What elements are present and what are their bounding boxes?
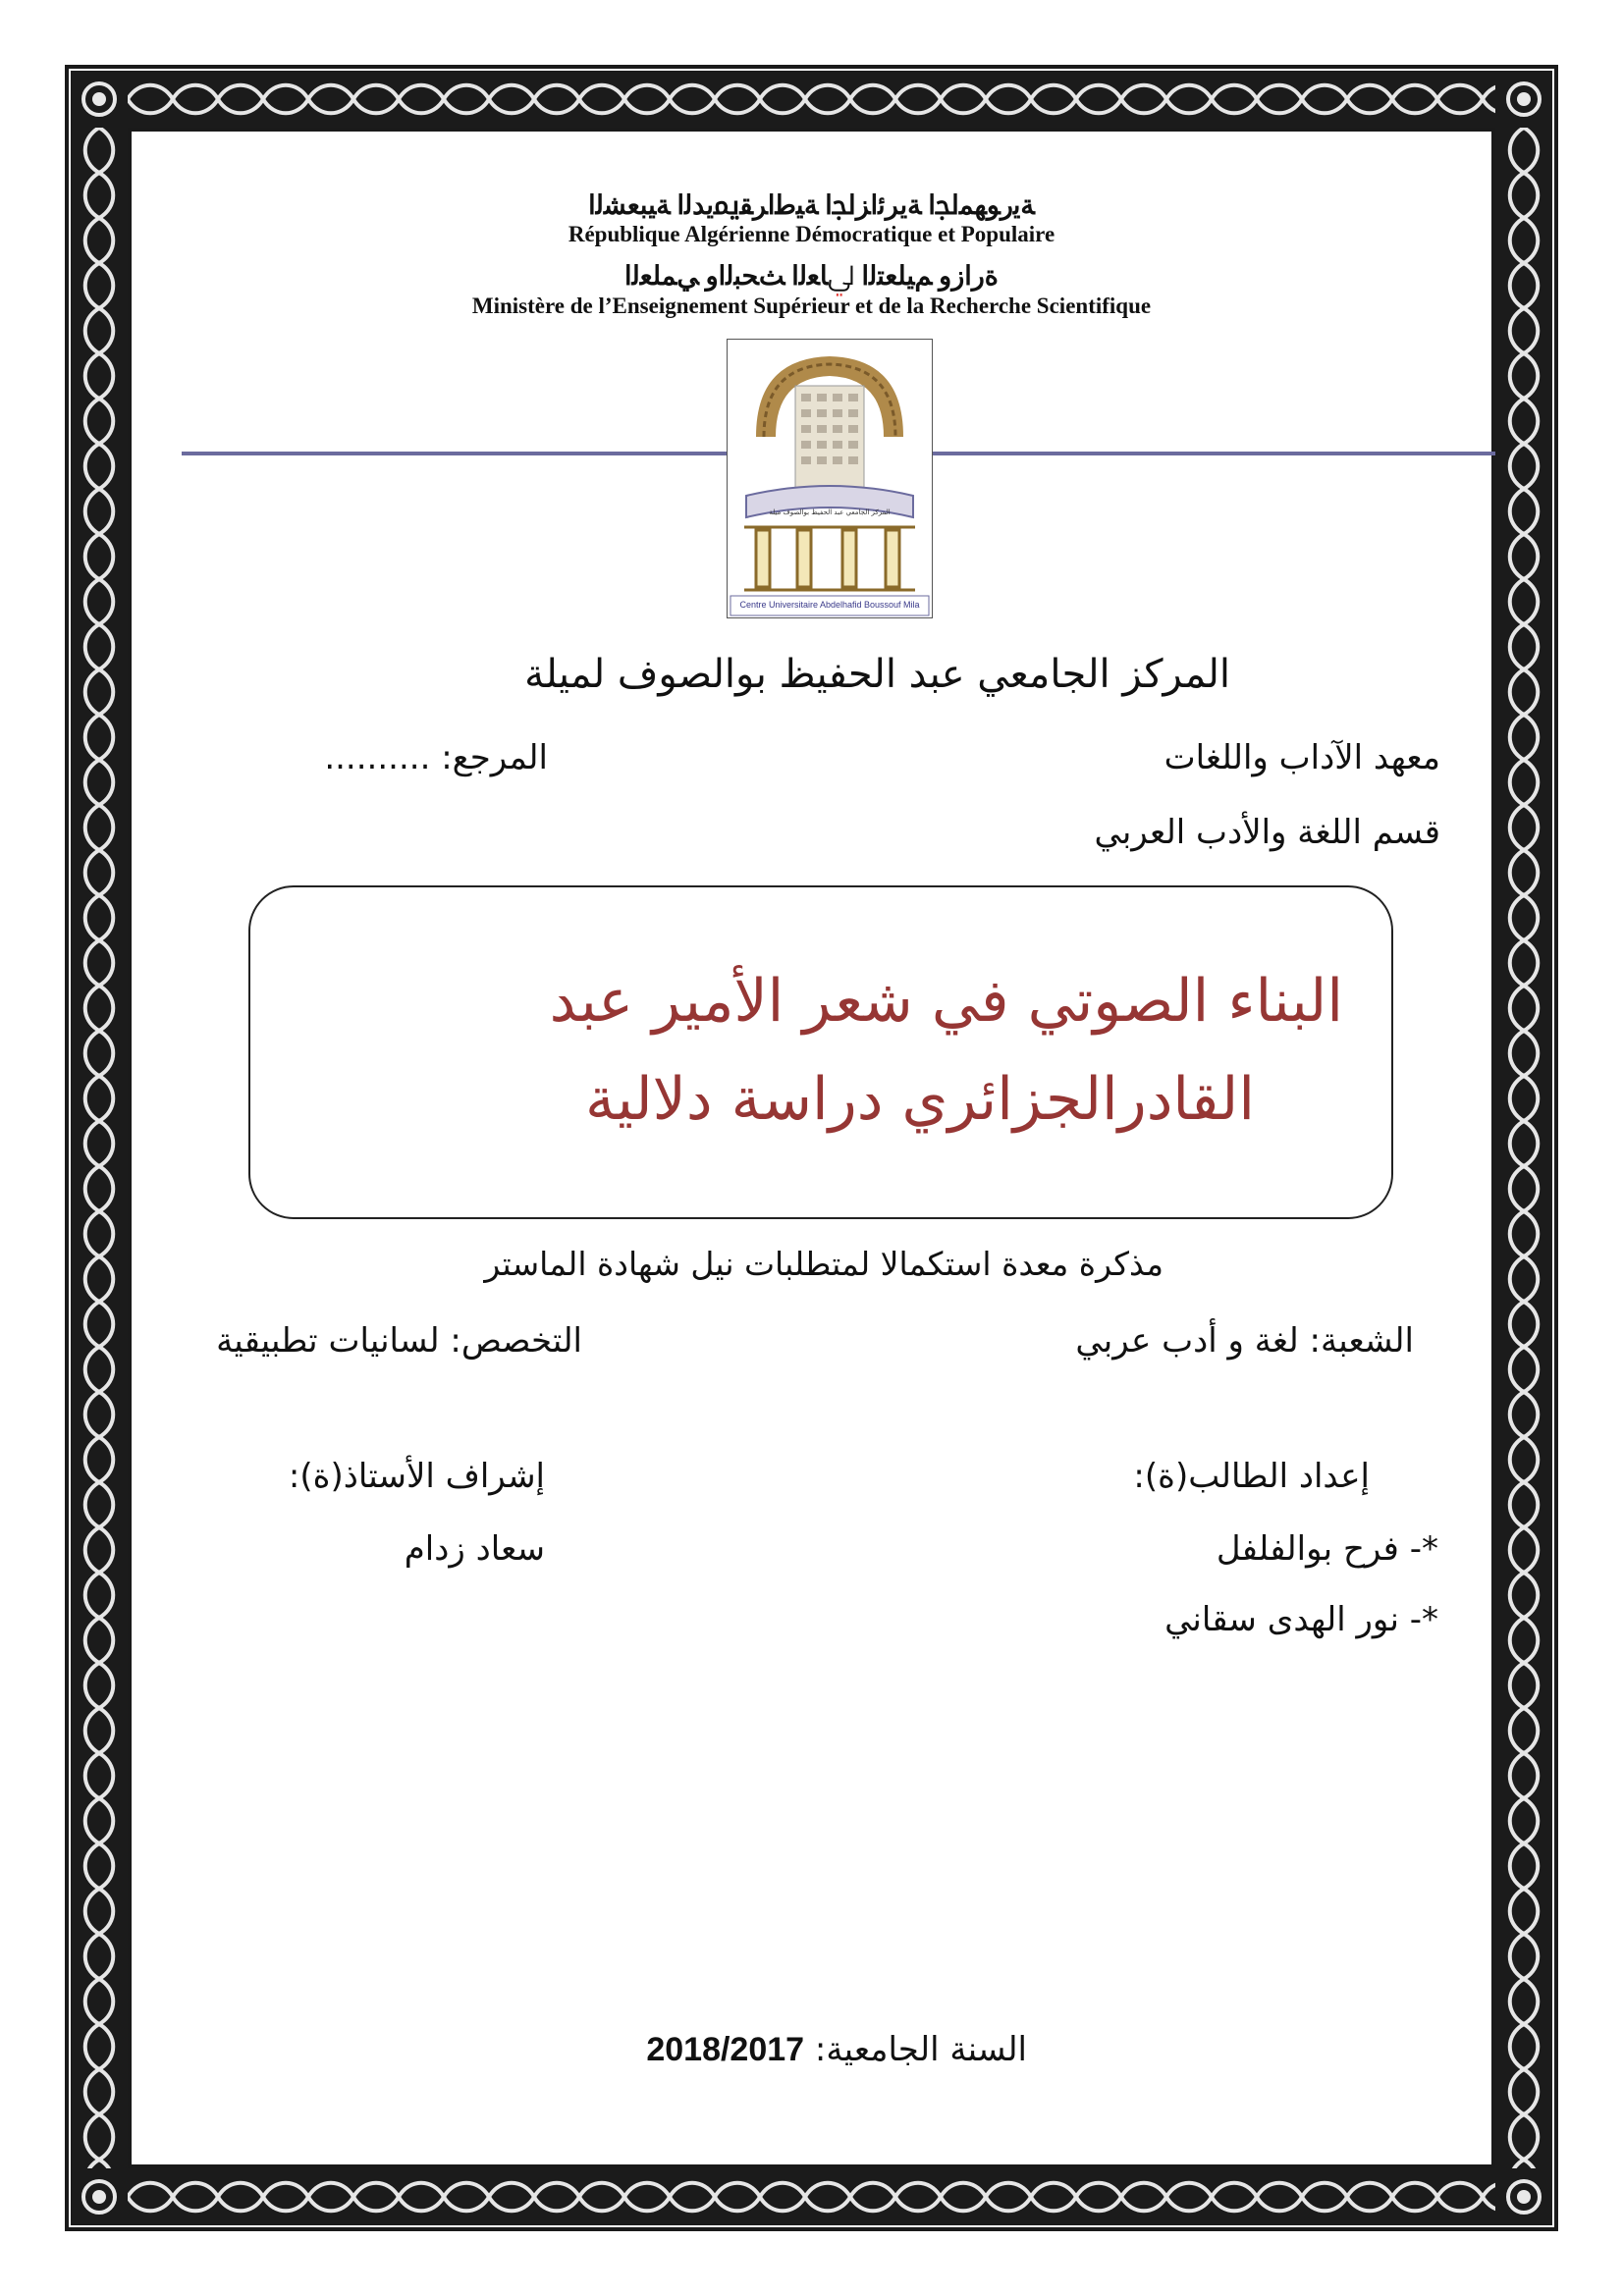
frame-corner-bottom-right	[1495, 2168, 1552, 2225]
academic-year-value: 2018/2017	[646, 2031, 805, 2068]
title-box	[248, 885, 1393, 1219]
header-arabic-line-2: ﺓﺭﺍﺯﻭ ﻢﻴﻠﻌﺘﻟﺍ ﱄﺎﻌﻟﺍ ﺚﺤﺒﻟﺍﻭ ﻲﻤﻠﻌﻟﺍ	[624, 261, 999, 291]
header-rule-left	[182, 452, 731, 455]
thesis-note: مذكرة معدة استكمالا لمتطلبات نيل شهادة الماستر	[484, 1245, 1163, 1283]
thesis-title-line-1: البناء الصوتي في شعر الأمير عبد	[549, 967, 1343, 1036]
academic-year-label: السنة الجامعية:	[814, 2030, 1027, 2069]
frame-chain-top	[128, 77, 1495, 122]
institute: معهد الآداب واللغات	[1163, 738, 1440, 777]
frame-corner-top-right	[1495, 71, 1552, 128]
student-name-1: *- فرح بوالفلفل	[1216, 1529, 1438, 1569]
supervisor-name: سعاد زدام	[404, 1529, 545, 1569]
frame-corner-top-left	[71, 71, 128, 128]
specialty: التخصص: لسانيات تطبيقية	[216, 1321, 582, 1361]
frame-corner-bottom-left	[71, 2168, 128, 2225]
header-arabic-line-1: ﺔﻳﺭﻮﻬﻤﳉﺍ ﺔﻳﺮﺋﺍﺰﳉﺍ ﺔﻴﻃﺍﺮﻘﳝﻳﺪﻟﺍ ﺔﻴﺒﻌﺸﻟﺍ	[588, 190, 1035, 220]
ministry-fr: Ministère de l’Enseignement Supérieur et de la Recherche Scientifique	[471, 294, 1152, 318]
department: قسم اللغة والأدب العربي	[1094, 813, 1440, 852]
academic-year	[646, 2030, 1027, 2069]
header-rule-right	[931, 452, 1495, 455]
thesis-title-line-2: القادرالجزائري دراسة دلالية	[585, 1065, 1255, 1134]
frame-chain-left	[77, 128, 122, 2168]
center-name: المركز الجامعي عبد الحفيظ بوالصوف لميلة	[524, 652, 1230, 697]
logo-caption-fr: Centre Universitaire Abdelhafid Boussouf Mila	[739, 600, 920, 610]
university-logo	[727, 339, 933, 618]
supervisor-label: إشراف الأستاذ(ة):	[288, 1457, 545, 1496]
logo-caption-ar: المركز الجامعي عبد الحفيظ بوالصوف ميلة	[769, 508, 891, 516]
student-name-2: *- نور الهدى سقاني	[1164, 1600, 1438, 1639]
branch: الشعبة: لغة و أدب عربي	[1075, 1321, 1414, 1361]
students-label: إعداد الطالب(ة):	[1133, 1457, 1370, 1496]
republic-fr: République Algérienne Démocratique et Populaire	[568, 222, 1055, 246]
frame-chain-bottom	[128, 2174, 1495, 2219]
frame-chain-right	[1501, 128, 1546, 2168]
reference: المرجع: ..........	[324, 738, 548, 777]
